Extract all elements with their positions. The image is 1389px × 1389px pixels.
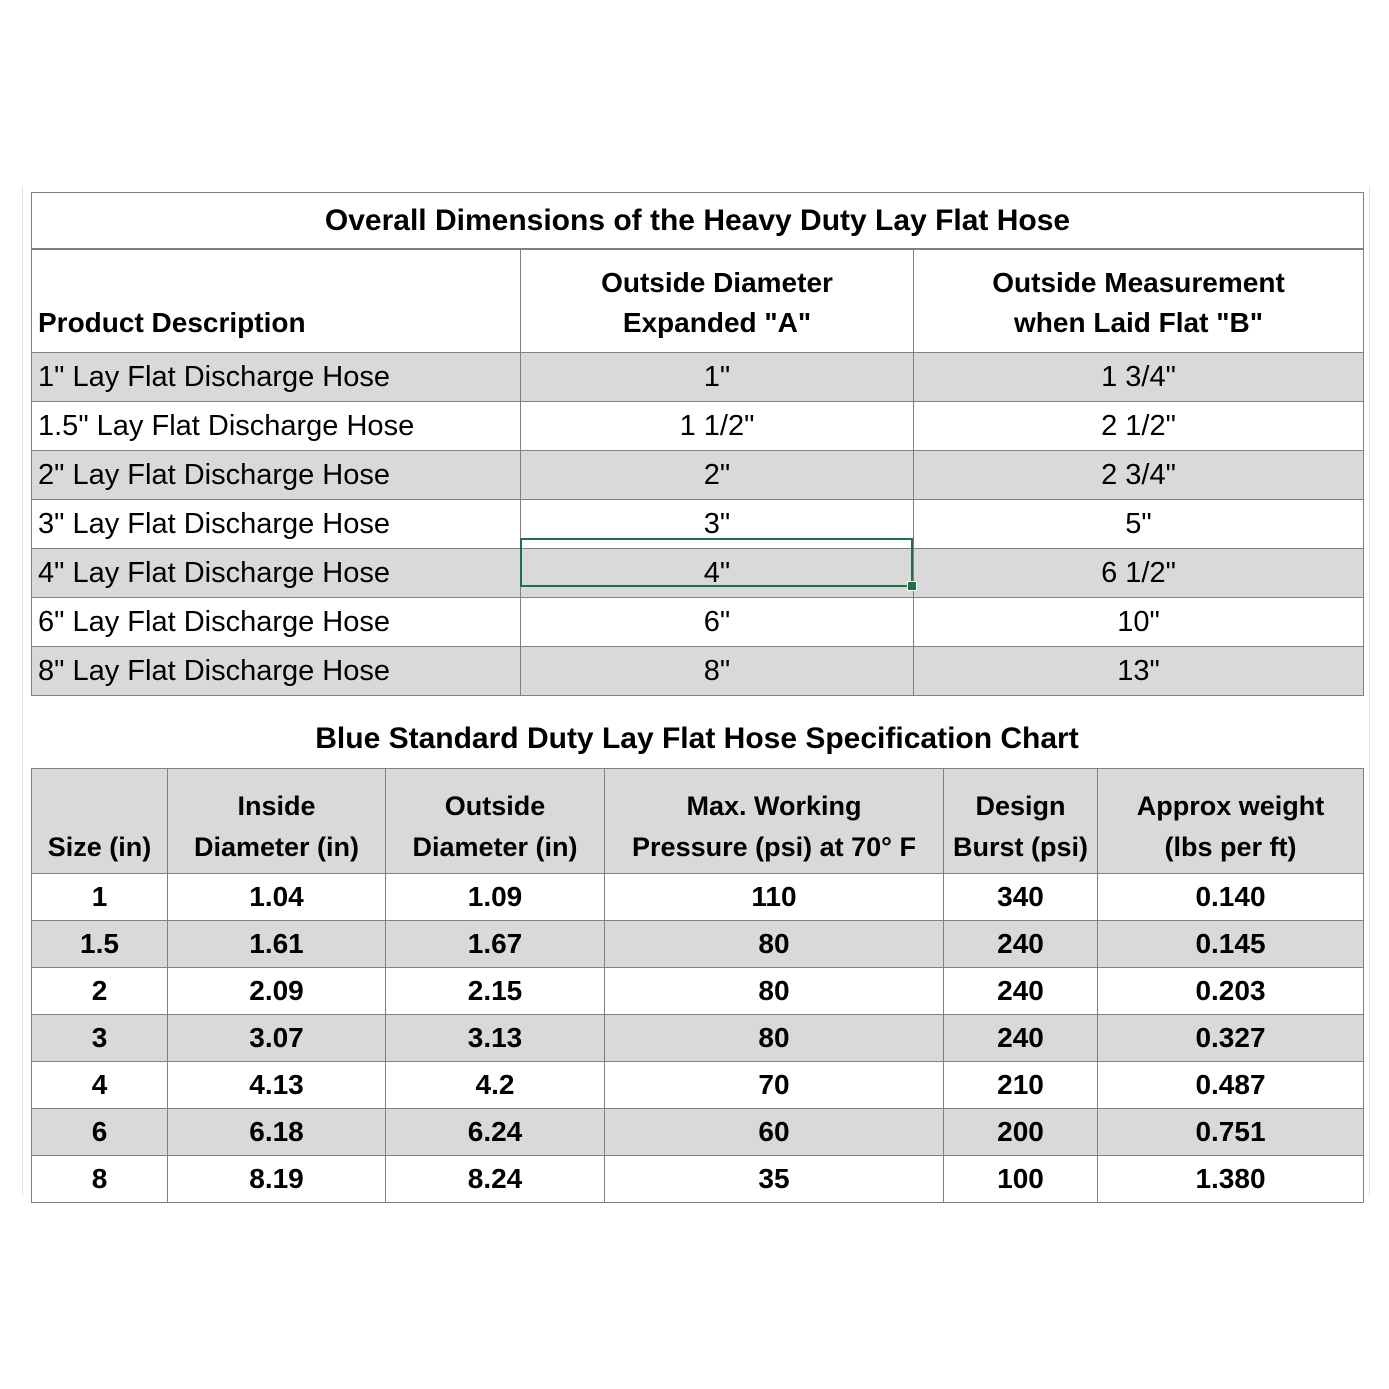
table-row[interactable] — [32, 1015, 1364, 1062]
table-row[interactable] — [32, 598, 1364, 647]
table-header-row — [32, 249, 1364, 353]
column-header-size — [32, 769, 168, 874]
column-header-outside-diameter-expanded — [521, 249, 914, 353]
table-row[interactable] — [32, 874, 1364, 921]
cell-inside-diameter[interactable]: 8.19 — [168, 1156, 386, 1203]
cell-outside-measurement-laid-flat[interactable]: 10" — [914, 598, 1364, 647]
header-line-2: Diameter (in) — [412, 831, 578, 862]
table-row[interactable] — [32, 1156, 1364, 1203]
cell-outside-diameter[interactable]: 2.15 — [386, 968, 605, 1015]
cell-outside-diameter-expanded[interactable]: 8" — [521, 647, 914, 696]
table-row-selected[interactable] — [32, 549, 1364, 598]
cell-inside-diameter[interactable]: 3.07 — [168, 1015, 386, 1062]
overall-dimensions-title: Overall Dimensions of the Heavy Duty Lay Flat Hose — [32, 193, 1364, 250]
header-line-1: Max. Working — [686, 791, 862, 821]
cell-inside-diameter[interactable]: 4.13 — [168, 1062, 386, 1109]
cell-max-working-pressure[interactable]: 80 — [605, 921, 944, 968]
cell-design-burst[interactable]: 240 — [944, 921, 1098, 968]
cell-outside-measurement-laid-flat[interactable]: 5" — [914, 500, 1364, 549]
cell-product-description[interactable]: 2" Lay Flat Discharge Hose — [32, 451, 521, 500]
selection-fill-handle[interactable] — [907, 581, 917, 591]
cell-outside-diameter[interactable]: 4.2 — [386, 1062, 605, 1109]
cell-outside-measurement-laid-flat[interactable]: 2 1/2" — [914, 402, 1364, 451]
header-line-1: Inside — [237, 791, 316, 821]
cell-outside-measurement-laid-flat[interactable]: 13" — [914, 647, 1364, 696]
spec-chart-table[interactable] — [31, 768, 1364, 1203]
cell-outside-diameter[interactable]: 1.09 — [386, 874, 605, 921]
cell-product-description[interactable]: 1" Lay Flat Discharge Hose — [32, 353, 521, 402]
cell-approx-weight[interactable]: 0.751 — [1098, 1109, 1364, 1156]
cell-outside-measurement-laid-flat[interactable]: 2 3/4" — [914, 451, 1364, 500]
cell-outside-diameter-expanded[interactable]: 1" — [521, 353, 914, 402]
cell-inside-diameter[interactable]: 1.61 — [168, 921, 386, 968]
column-header-inside-diameter — [168, 769, 386, 874]
cell-max-working-pressure[interactable]: 80 — [605, 1015, 944, 1062]
header-line-1: Approx weight — [1136, 791, 1325, 821]
cell-outside-diameter[interactable]: 6.24 — [386, 1109, 605, 1156]
header-line-1: Outside Diameter — [601, 266, 833, 298]
cell-approx-weight[interactable]: 1.380 — [1098, 1156, 1364, 1203]
cell-outside-measurement-laid-flat[interactable]: 6 1/2" — [914, 549, 1364, 598]
table-row[interactable] — [32, 921, 1364, 968]
overall-dimensions-table[interactable] — [31, 192, 1364, 696]
cell-size[interactable]: 6 — [32, 1109, 168, 1156]
sheet-gridline-right — [1369, 186, 1370, 1196]
table-row[interactable] — [32, 968, 1364, 1015]
cell-max-working-pressure[interactable]: 35 — [605, 1156, 944, 1203]
table-row[interactable] — [32, 353, 1364, 402]
cell-outside-diameter-expanded[interactable]: 6" — [521, 598, 914, 647]
cell-inside-diameter[interactable]: 1.04 — [168, 874, 386, 921]
cell-outside-diameter[interactable]: 3.13 — [386, 1015, 605, 1062]
cell-product-description[interactable]: 4" Lay Flat Discharge Hose — [32, 549, 521, 598]
cell-product-description[interactable]: 3" Lay Flat Discharge Hose — [32, 500, 521, 549]
header-line-2: Size (in) — [47, 831, 152, 862]
column-header-product-description: Product Description — [32, 249, 521, 353]
header-line-2: Burst (psi) — [953, 831, 1088, 862]
table-title-row — [32, 193, 1364, 250]
table-row[interactable] — [32, 451, 1364, 500]
cell-outside-diameter-expanded[interactable]: 2" — [521, 451, 914, 500]
header-line-2: Expanded "A" — [622, 307, 812, 339]
table-header-row — [32, 769, 1364, 874]
cell-size[interactable]: 4 — [32, 1062, 168, 1109]
table-row[interactable] — [32, 402, 1364, 451]
cell-approx-weight[interactable]: 0.327 — [1098, 1015, 1364, 1062]
column-header-design-burst — [944, 769, 1098, 874]
header-line-1: Outside Measurement — [992, 266, 1285, 298]
cell-size[interactable]: 2 — [32, 968, 168, 1015]
table-row[interactable] — [32, 1062, 1364, 1109]
cell-size[interactable]: 1 — [32, 874, 168, 921]
column-header-max-working-pressure — [605, 769, 944, 874]
cell-max-working-pressure[interactable]: 70 — [605, 1062, 944, 1109]
spec-chart-title: Blue Standard Duty Lay Flat Hose Specification Chart — [315, 722, 1079, 755]
cell-design-burst[interactable]: 340 — [944, 874, 1098, 921]
cell-outside-diameter-expanded-selected[interactable]: 4" — [521, 549, 914, 598]
header-line-1: Design — [975, 791, 1066, 821]
column-header-outside-measurement-laid-flat — [914, 249, 1364, 353]
cell-approx-weight[interactable]: 0.140 — [1098, 874, 1364, 921]
table-row[interactable] — [32, 647, 1364, 696]
cell-outside-diameter[interactable]: 1.67 — [386, 921, 605, 968]
column-header-approx-weight — [1098, 769, 1364, 874]
cell-size[interactable]: 3 — [32, 1015, 168, 1062]
cell-inside-diameter[interactable]: 6.18 — [168, 1109, 386, 1156]
cell-outside-diameter[interactable]: 8.24 — [386, 1156, 605, 1203]
header-line-2: (lbs per ft) — [1164, 831, 1297, 862]
cell-max-working-pressure[interactable]: 80 — [605, 968, 944, 1015]
header-line-2: Pressure (psi) at 70° F — [632, 831, 916, 862]
cell-product-description[interactable]: 1.5" Lay Flat Discharge Hose — [32, 402, 521, 451]
cell-size[interactable]: 1.5 — [32, 921, 168, 968]
cell-outside-diameter-expanded[interactable]: 3" — [521, 500, 914, 549]
cell-product-description[interactable]: 8" Lay Flat Discharge Hose — [32, 647, 521, 696]
table-row[interactable] — [32, 500, 1364, 549]
table-row[interactable] — [32, 1109, 1364, 1156]
cell-design-burst[interactable]: 240 — [944, 1015, 1098, 1062]
cell-design-burst[interactable]: 210 — [944, 1062, 1098, 1109]
header-line-2: Diameter (in) — [193, 831, 360, 862]
column-header-outside-diameter — [386, 769, 605, 874]
cell-max-working-pressure[interactable]: 110 — [605, 874, 944, 921]
cell-approx-weight[interactable]: 0.487 — [1098, 1062, 1364, 1109]
cell-size[interactable]: 8 — [32, 1156, 168, 1203]
cell-approx-weight[interactable]: 0.203 — [1098, 968, 1364, 1015]
cell-max-working-pressure[interactable]: 60 — [605, 1109, 944, 1156]
cell-design-burst[interactable]: 200 — [944, 1109, 1098, 1156]
cell-outside-measurement-laid-flat[interactable]: 1 3/4" — [914, 353, 1364, 402]
cell-design-burst[interactable]: 100 — [944, 1156, 1098, 1203]
cell-outside-diameter-expanded[interactable]: 1 1/2" — [521, 402, 914, 451]
cell-design-burst[interactable]: 240 — [944, 968, 1098, 1015]
cell-approx-weight[interactable]: 0.145 — [1098, 921, 1364, 968]
header-line-1: Outside — [444, 791, 546, 821]
sheet-gridline-left — [22, 186, 23, 1196]
header-line-2: when Laid Flat "B" — [1014, 307, 1264, 339]
cell-product-description[interactable]: 6" Lay Flat Discharge Hose — [32, 598, 521, 647]
cell-inside-diameter[interactable]: 2.09 — [168, 968, 386, 1015]
